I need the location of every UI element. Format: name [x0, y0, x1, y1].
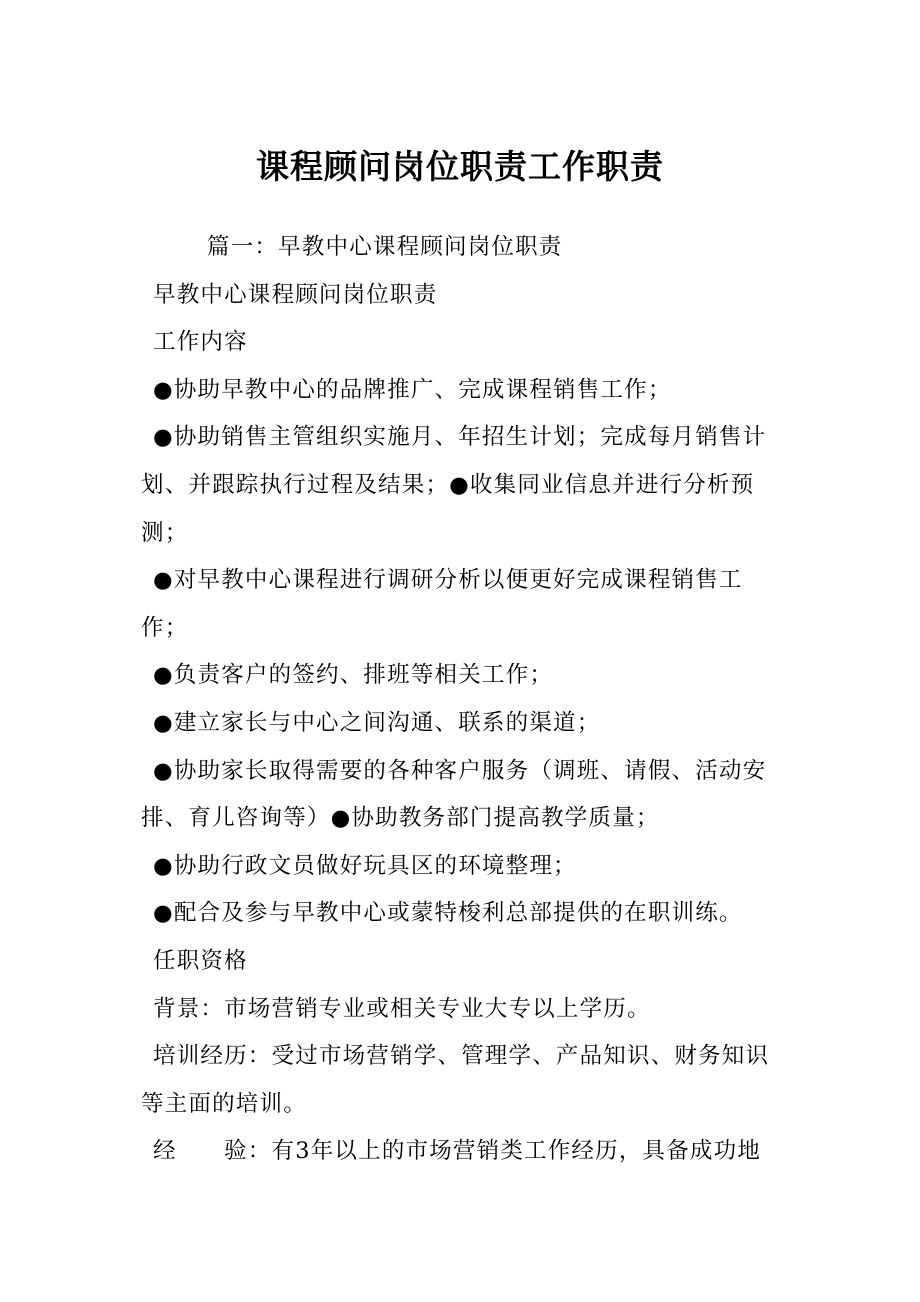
paragraph-work-content-heading: 工作内容: [153, 329, 248, 356]
paragraph-duty-3: ●对早教中心课程进行调研分析以便更好完成课程销售工作；: [141, 567, 743, 641]
paragraph-duty-6: ●协助家长取得需要的各种客户服务（调班、请假、活动安排、育儿咨询等）●协助教务部门提高教学质量；: [141, 757, 767, 832]
paragraph-duty-1: ●协助早教中心的品牌推广、完成课程销售工作；: [153, 376, 672, 403]
paragraph-duty-4: ●负责客户的签约、排班等相关工作；: [153, 662, 554, 689]
section-heading: 篇一：早教中心课程顾问岗位职责: [207, 234, 563, 260]
paragraph-job-title: 早教中心课程顾问岗位职责: [153, 281, 438, 308]
paragraph-experience: 经 验：有3年以上的市场营销类工作经历，具备成功地: [153, 1138, 762, 1165]
paragraph-duty-2: ●协助销售主管组织实施月、年招生计划；完成每月销售计划、并跟踪执行过程及结果；●收集同业信息并进行分析预测；: [141, 424, 767, 546]
paragraph-duty-7: ●协助行政文员做好玩具区的环境整理；: [153, 852, 577, 879]
paragraph-duty-5: ●建立家长与中心之间沟通、联系的渠道；: [153, 709, 601, 736]
document-body: [141, 224, 781, 1176]
paragraph-background: 背景：市场营销专业或相关专业大专以上学历。: [153, 995, 651, 1022]
document-title: 课程顾问岗位职责工作职责: [256, 147, 664, 186]
paragraph-qualifications-heading: 任职资格: [153, 947, 248, 974]
paragraph-duty-8: ●配合及参与早教中心或蒙特梭利总部提供的在职训练。: [153, 900, 743, 927]
paragraph-training: 培训经历：受过市场营销学、管理学、产品知识、财务知识等主面的培训。: [141, 1043, 770, 1117]
